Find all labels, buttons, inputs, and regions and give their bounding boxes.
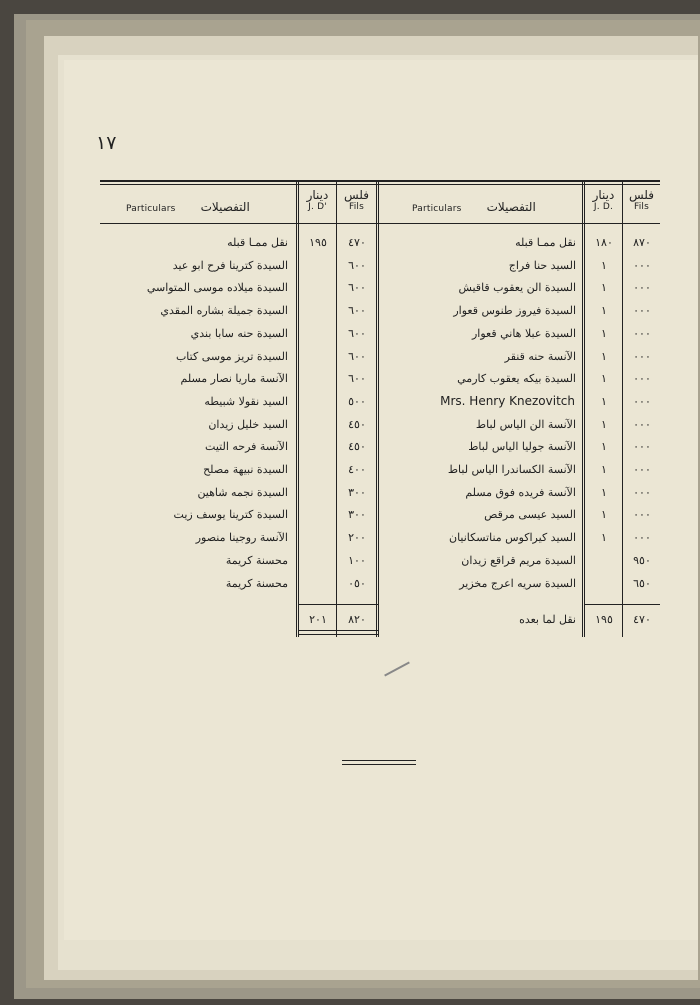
ledger-entry-fils: ٦٠٠ [348, 281, 366, 294]
ledger-entry-fils: ٦٠٠ [348, 259, 366, 272]
header-fils-en: Fils [633, 202, 649, 212]
header-dinar-ar: دينار [592, 188, 615, 202]
end-rule [342, 760, 416, 761]
left-total-fils: ٨٢٠ [348, 613, 366, 626]
total-rule-bottom [298, 630, 378, 631]
ledger-entry-name: السيد حنا فراج [508, 259, 576, 272]
ledger-entry-fils: ٩٥٠ [633, 554, 651, 567]
right-total-label: نقل لما بعده [519, 613, 576, 626]
ledger-entry-fils: ٣٠٠ [348, 486, 366, 499]
header-fils-en: Fils [348, 202, 364, 212]
ledger-entry-fils: ٦٠٠ [348, 372, 366, 385]
ledger-entry-fils: ٤٥٠ [348, 440, 366, 453]
ledger-entry-name: نقل ممـا قبله [515, 236, 576, 249]
col-rule [582, 182, 583, 637]
ledger-entry-name: السيد كيراكوس مناتسكانيان [448, 531, 576, 544]
ledger-entry-fils: ٢٠٠ [348, 531, 366, 544]
ledger-entry-fils: ٠٠٠ [633, 350, 651, 363]
ledger-entry-fils: ٤٥٠ [348, 418, 366, 431]
header-dinar-en: J. D. [593, 202, 614, 212]
ledger-entry-name: السيدة حنه سابا بندي [190, 327, 288, 340]
page-number: ١٧ [96, 132, 117, 154]
header-rule [100, 223, 660, 224]
header-fils-ar: فلس [343, 188, 369, 202]
ledger-entry-dinar: ١ [601, 327, 607, 340]
ledger-entry-dinar: ١٩٥ [309, 236, 327, 249]
col-rule [378, 182, 379, 637]
ledger-entry-name: Mrs. Henry Knezovitch [440, 394, 575, 408]
header-dinar-ar: دينار [306, 188, 329, 202]
header-fils-ar: فلس [628, 188, 654, 202]
col-rule [376, 182, 377, 637]
ledger-entry-name: الآنسة جوليا الياس لباط [468, 440, 576, 453]
ledger-entry-fils: ٠٠٠ [633, 531, 651, 544]
ledger-entry-fils: ٨٧٠ [633, 236, 651, 249]
ledger-entry-name: الآنسة حنه قنقر [504, 350, 576, 363]
ledger-entry-dinar: ١ [601, 486, 607, 499]
ledger-entry-fils: ١٠٠ [348, 554, 366, 567]
ledger-entry-fils: ٠٠٠ [633, 440, 651, 453]
ledger-entry-name: السيدة كترينا فرح ابو عيد [172, 259, 288, 272]
ledger-entry-name: السيدة بيكه يعقوب كارمي [457, 372, 576, 385]
ledger-entry-name: السيدة كترينا يوسف زيت [173, 508, 288, 521]
ledger-entry-dinar: ١ [601, 463, 607, 476]
ledger-entry-dinar: ١ [601, 531, 607, 544]
header-particulars-ar: التفصيلات [200, 200, 250, 214]
col-rule [584, 182, 585, 637]
ledger-entry-fils: ٠٠٠ [633, 372, 651, 385]
header-fils-right [623, 188, 660, 212]
ledger-entry-name: محسنة كريمة [225, 554, 288, 567]
total-rule [298, 604, 378, 605]
ledger-entry-fils: ٥٠٠ [348, 395, 366, 408]
ledger-entry-name: الآنسة الكساندرا الياس لباط [447, 463, 576, 476]
col-rule [622, 182, 623, 637]
ledger-entry-name: السيدة نبيهة مصلح [203, 463, 288, 476]
ledger-entry-name: الآنسة ماريا نصار مسلم [180, 372, 288, 385]
ledger-entry-name: السيد نقولا شبيطه [204, 395, 288, 408]
ledger-entry-name: السيدة ميلاده موسى المتواسي [146, 281, 288, 294]
ledger-entry-name: السيد خليل زيدان [208, 418, 288, 431]
ledger-entry-fils: ٦٠٠ [348, 304, 366, 317]
ledger-entry-name: السيدة تريز موسى كتاب [175, 350, 288, 363]
col-rule [336, 182, 337, 637]
total-rule [584, 604, 660, 605]
ledger-entry-name: السيدة عبلا هاني قعوار [471, 327, 576, 340]
ledger-entry-fils: ٤٧٠ [348, 236, 366, 249]
ledger-entry-dinar: ١ [601, 395, 607, 408]
ledger-entry-fils: ٠٠٠ [633, 259, 651, 272]
header-dinar-left [299, 188, 336, 212]
ledger-entry-dinar: ١ [601, 440, 607, 453]
ledger-entry-fils: ٠٠٠ [633, 281, 651, 294]
ledger-entry-dinar: ١ [601, 372, 607, 385]
header-particulars-en: Particulars [126, 204, 176, 214]
header-dinar-right [585, 188, 622, 212]
ledger-entry-dinar: ١ [601, 259, 607, 272]
right-total-fils: ٤٧٠ [633, 613, 651, 626]
ledger-entry-dinar: ١ [601, 281, 607, 294]
ledger-entry-dinar: ١٨٠ [595, 236, 613, 249]
header-fils-left [337, 188, 376, 212]
end-rule [342, 764, 416, 765]
header-particulars-ar: التفصيلات [486, 200, 536, 214]
header-particulars-left [126, 196, 296, 215]
ledger-entry-name: السيدة مريم قراقع زيدان [461, 554, 576, 567]
left-total-dinar: ٢٠١ [309, 613, 327, 626]
ledger-entry-fils: ٠٠٠ [633, 418, 651, 431]
right-total-dinar: ١٩٥ [595, 613, 613, 626]
ledger-entry-fils: ٠٠٠ [633, 395, 651, 408]
ledger-entry-name: الآنسة فريده فوق مسلم [465, 486, 576, 499]
header-dinar-en: J. D' [308, 202, 327, 212]
total-rule-bottom [298, 634, 378, 635]
ledger-entry-name: السيدة الن يعقوب قاقيش [458, 281, 576, 294]
ledger-entry-dinar: ١ [601, 350, 607, 363]
ledger-entry-fils: ٦٠٠ [348, 350, 366, 363]
ledger-entry-name: محسنة كريمة [225, 577, 288, 590]
col-rule [296, 182, 297, 637]
col-rule [298, 182, 299, 637]
header-particulars-right [412, 196, 582, 215]
ledger-entry-name: السيدة سريه اعرج مخزير [459, 577, 576, 590]
top-rule-thin [100, 184, 660, 185]
header-particulars-en: Particulars [412, 204, 462, 214]
ledger-entry-dinar: ١ [601, 418, 607, 431]
ledger-entry-name: نقل ممـا قبله [227, 236, 288, 249]
ledger-entry-name: الآنسة فرحه التيت [205, 440, 288, 453]
ledger-entry-fils: ٠٠٠ [633, 463, 651, 476]
ledger-entry-name: السيدة نجمه شاهين [197, 486, 288, 499]
ledger-entry-fils: ٠٠٠ [633, 486, 651, 499]
ledger-entry-dinar: ١ [601, 304, 607, 317]
top-rule [100, 180, 660, 182]
ledger-entry-fils: ٠٥٠ [348, 577, 366, 590]
ledger-entry-fils: ٠٠٠ [633, 304, 651, 317]
ledger-entry-fils: ٦٠٠ [348, 327, 366, 340]
ledger-entry-name: السيدة فيروز طنوس قعوار [453, 304, 576, 317]
ledger-entry-fils: ٦٥٠ [633, 577, 651, 590]
ledger-entry-fils: ٣٠٠ [348, 508, 366, 521]
ledger-entry-name: الآنسة الن الياس لباط [475, 418, 576, 431]
ledger-entry-name: الآنسة روجينا منصور [195, 531, 288, 544]
ledger-entry-fils: ٤٠٠ [348, 463, 366, 476]
ledger-entry-name: السيد عيسى مرقص [484, 508, 576, 521]
ledger-entry-fils: ٠٠٠ [633, 508, 651, 521]
ledger-entry-dinar: ١ [601, 508, 607, 521]
ledger-entry-fils: ٠٠٠ [633, 327, 651, 340]
ledger-entry-name: السيدة جميلة بشاره المقدي [160, 304, 288, 317]
